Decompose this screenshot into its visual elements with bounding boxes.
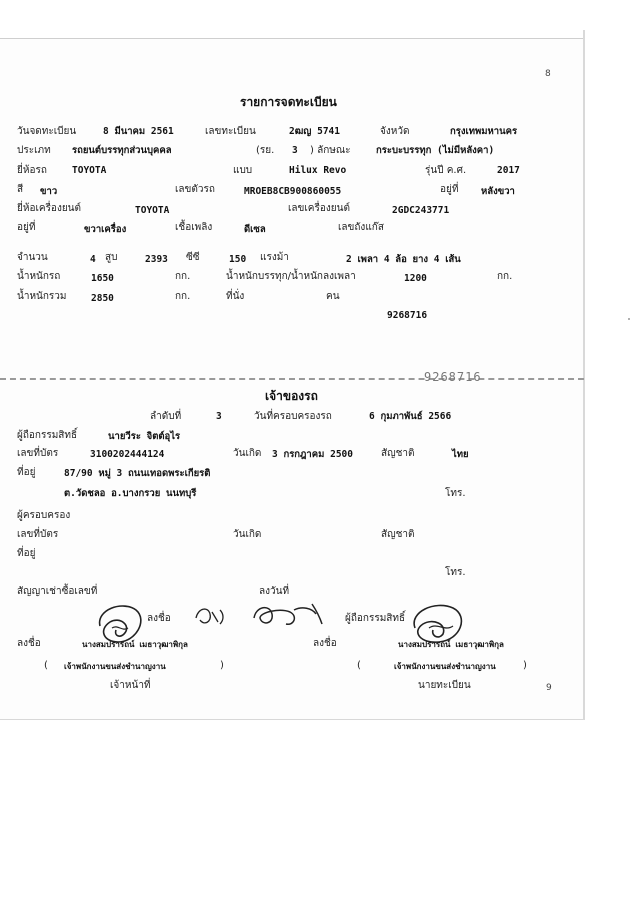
fuel-label: เชื้อเพลิง: [175, 222, 213, 233]
chassis-location: หลังขวา: [481, 186, 515, 197]
left-title-close: ): [220, 660, 224, 671]
style-label: ) ลักษณะ: [310, 145, 351, 156]
engine-location-label: อยู่ที่: [17, 222, 36, 233]
left-officer-title: เจ้าพนักงานขนส่งชำนาญงาน: [64, 662, 166, 671]
left-role: เจ้าหน้าที่: [110, 680, 151, 691]
fuel: ดีเซล: [244, 224, 266, 235]
address-line-1: 87/90 หมู่ 3 ถนนเทอดพระเกียรติ: [64, 468, 211, 479]
engine-number-label: เลขเครื่องยนต์: [288, 203, 350, 214]
birth-label: วันเกิด: [233, 448, 262, 459]
owner-label: ผู้ถือกรรมสิทธิ์: [17, 430, 78, 441]
weight-label: น้ำหนักรถ: [17, 271, 61, 282]
owner-signature-mark-1: [190, 600, 230, 630]
cylinders: 4: [90, 254, 96, 265]
type-label: ประเภท: [17, 145, 51, 156]
gross-unit: กก.: [175, 291, 191, 302]
page-separator: [0, 378, 584, 380]
reg-date: 8 มีนาคม 2561: [103, 126, 174, 137]
serial-stamp: 9268716: [424, 370, 482, 384]
color: ขาว: [40, 186, 58, 197]
hp-label: แรงม้า: [260, 252, 289, 263]
owner-signature-mark-2: [250, 596, 330, 632]
seq-label: ลำดับที่: [150, 411, 182, 422]
left-title-open: (: [44, 660, 48, 671]
brand: TOYOTA: [72, 165, 107, 176]
holder-birth-label: วันเกิด: [233, 529, 262, 540]
horsepower: 150: [229, 254, 247, 265]
engine-brand-label: ยี่ห้อเครื่องยนต์: [17, 203, 82, 214]
id-label: เลขที่บัตร: [17, 448, 59, 459]
persons-label: คน: [326, 291, 340, 302]
vehicle-weight: 1650: [91, 273, 114, 284]
weight-unit: กก.: [175, 271, 191, 282]
right-sign-label: ลงชื่อ: [313, 638, 337, 649]
engine-number: 2GDC243771: [392, 205, 450, 216]
engine-brand: TOYOTA: [135, 205, 170, 216]
axles-wheels: 2 เพลา 4 ล้อ ยาง 4 เส้น: [346, 254, 461, 265]
owner-title: เจ้าของรถ: [265, 389, 318, 403]
holder-tel-label: โทร.: [445, 567, 466, 578]
year-label: รุ่นปี ค.ศ.: [425, 165, 467, 176]
chassis-label: เลขตัวรถ: [175, 184, 215, 195]
seq-number: 3: [216, 411, 222, 422]
form-serial: 9268716: [387, 310, 428, 321]
id-number: 3100202444124: [90, 449, 165, 460]
model-label: แบบ: [233, 165, 253, 176]
chassis-location-label: อยู่ที่: [440, 184, 459, 195]
tel-label: โทร.: [445, 488, 466, 499]
holder-nationality-label: สัญชาติ: [381, 529, 415, 540]
cylinders-label: สูบ: [105, 252, 118, 263]
brand-label: ยี่ห้อรถ: [17, 165, 47, 176]
gross-weight-label: น้ำหนักรวม: [17, 291, 67, 302]
plate-number: 2ฒญ 5741: [289, 126, 340, 137]
ownership-date-label: วันที่ครอบครองรถ: [254, 411, 332, 422]
holder-address-label: ที่อยู่: [17, 548, 36, 559]
scan-speck: [628, 318, 630, 320]
nationality-label: สัญชาติ: [381, 448, 415, 459]
left-sign-label: ลงชื่อ: [17, 638, 41, 649]
address-label: ที่อยู่: [17, 467, 36, 478]
reg-date-label: วันจดทะเบียน: [17, 126, 77, 137]
count-label: จำนวน: [17, 252, 48, 263]
engine-location: ขวาเครื่อง: [84, 224, 127, 235]
page-number-bottom: 9: [546, 683, 552, 693]
right-officer-name: นางสมปรารถน์ เมธาวุฒาพิกุล: [398, 640, 504, 649]
lease-date-label: ลงวันที่: [259, 586, 290, 597]
lease-number-label: สัญญาเช่าซื้อเลขที่: [17, 586, 98, 597]
right-role: นายทะเบียน: [418, 680, 471, 691]
right-signature-mark: [405, 598, 475, 648]
page-edge: [583, 30, 585, 720]
gross-weight: 2850: [91, 293, 114, 304]
model-year: 2017: [497, 165, 520, 176]
right-officer-title: เจ้าพนักงานขนส่งชำนาญงาน: [394, 662, 496, 671]
right-title-open: (: [357, 660, 361, 671]
ownership-date: 6 กุมภาพันธ์ 2566: [369, 411, 452, 422]
plate-label: เลขทะเบียน: [205, 126, 256, 137]
color-label: สี: [17, 184, 24, 195]
province: กรุงเทพมหานคร: [450, 126, 518, 137]
cc-label: ซีซี: [186, 252, 200, 263]
engine-cc: 2393: [145, 254, 168, 265]
model: Hilux Revo: [289, 165, 347, 176]
ro-value: 3: [292, 145, 298, 156]
right-title-close: ): [523, 660, 527, 671]
vehicle-style: กระบะบรรทุก (ไม่มีหลังคา): [376, 145, 495, 156]
registration-title: รายการจดทะเบียน: [240, 95, 337, 109]
gas-tank-label: เลขถังแก๊ส: [338, 222, 384, 233]
ro-label: (รย.: [256, 145, 275, 156]
owner-sign-label: ลงชื่อ: [147, 613, 171, 624]
left-signature-mark: [92, 598, 152, 648]
owner-name: นายวีระ จิตต์อุไร: [108, 431, 181, 442]
vehicle-type: รถยนต์บรรทุกส่วนบุคคล: [72, 145, 172, 156]
load-label: น้ำหนักบรรทุก/น้ำหนักลงเพลา: [226, 271, 356, 282]
left-officer-name: นางสมปรารถน์ เมธาวุฒาพิกุล: [82, 640, 188, 649]
birth-date: 3 กรกฎาคม 2500: [272, 449, 353, 460]
seats-label: ที่นั่ง: [226, 291, 245, 302]
owner-sign-role: ผู้ถือกรรมสิทธิ์: [345, 613, 406, 624]
address-line-2: ต.วัดชลอ อ.บางกรวย นนทบุรี: [64, 488, 197, 499]
load-weight: 1200: [404, 273, 427, 284]
chassis-number: MROEB8CB900860055: [244, 186, 342, 197]
load-unit: กก.: [497, 271, 513, 282]
province-label: จังหวัด: [380, 126, 410, 137]
holder-label: ผู้ครอบครอง: [17, 510, 71, 521]
page-number-top: 8: [545, 69, 551, 79]
nationality: ไทย: [452, 449, 469, 460]
holder-id-label: เลขที่บัตร: [17, 529, 59, 540]
